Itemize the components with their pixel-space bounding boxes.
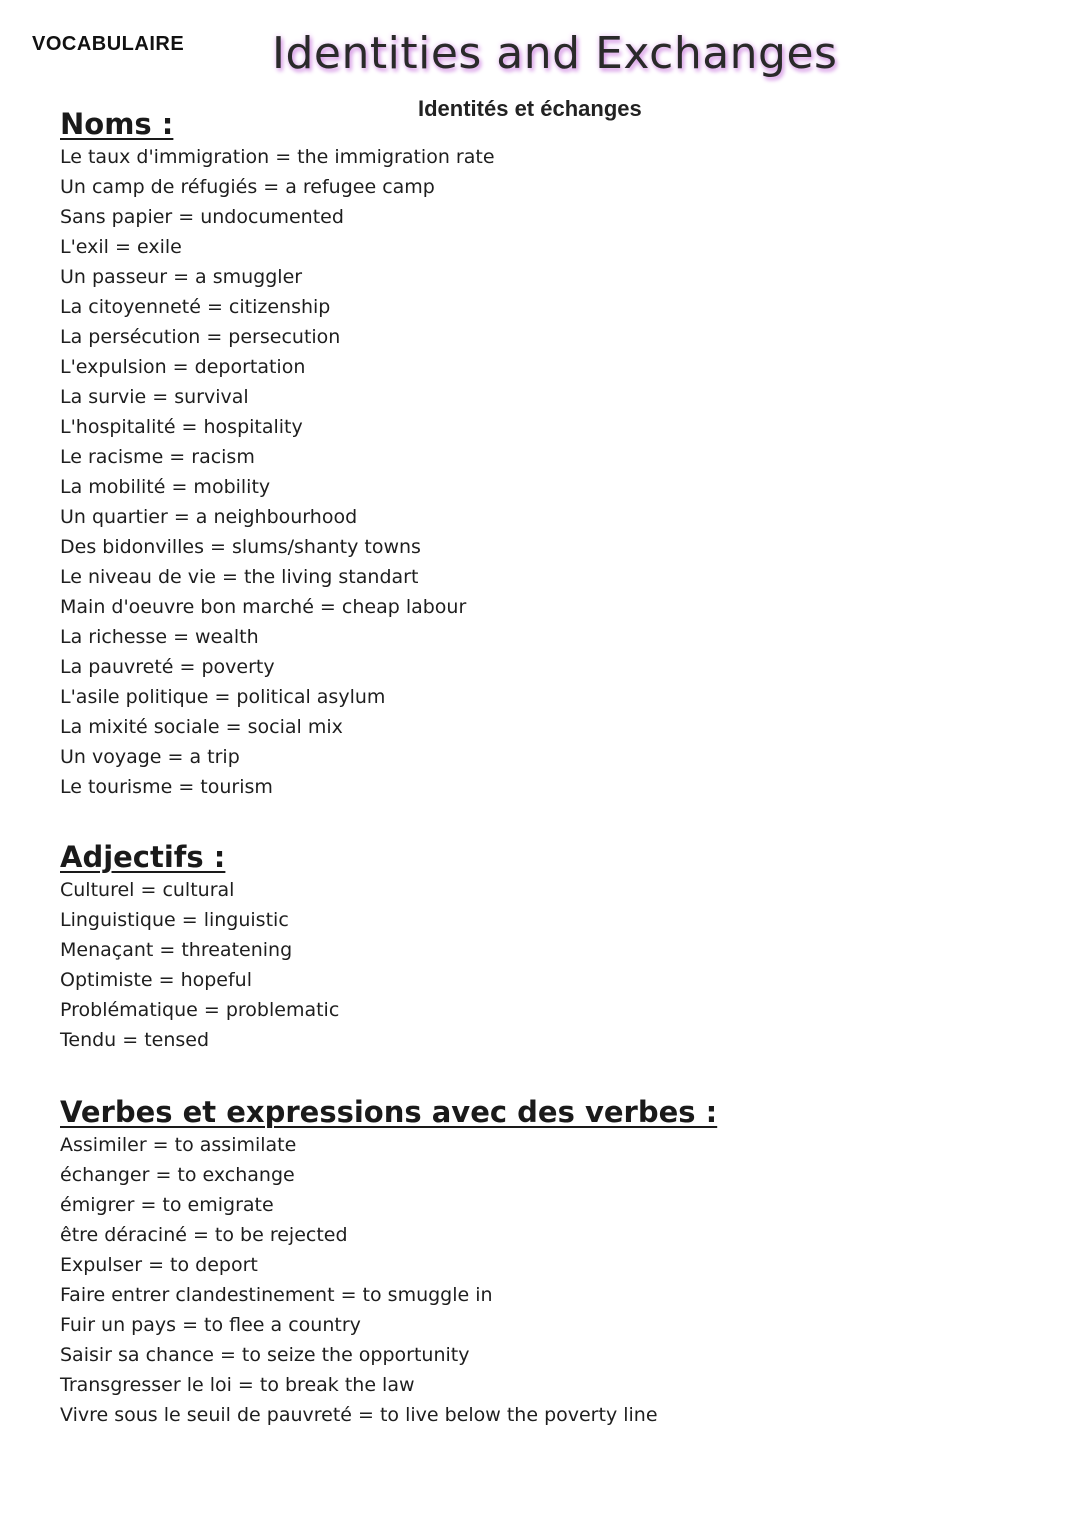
- page-subtitle: Identités et échanges: [418, 96, 642, 121]
- list-item: L'hospitalité = hospitality: [60, 416, 303, 438]
- section-heading-nouns: Noms :: [60, 107, 174, 141]
- list-item: Le niveau de vie = the living standart: [60, 566, 419, 588]
- list-item: Des bidonvilles = slums/shanty towns: [60, 536, 421, 558]
- list-item: La richesse = wealth: [60, 626, 259, 648]
- list-item: Le tourisme = tourism: [60, 776, 273, 798]
- section-nouns: [60, 106, 495, 802]
- section-verbs: [60, 1094, 717, 1430]
- page-title: Identities and Exchanges: [272, 28, 838, 79]
- list-item: Sans papier = undocumented: [60, 206, 344, 228]
- verbs-list: [60, 1130, 717, 1430]
- list-item: Problématique = problematic: [60, 999, 340, 1021]
- list-item: L'expulsion = deportation: [60, 356, 306, 378]
- list-item: Le racisme = racism: [60, 446, 255, 468]
- list-item: Menaçant = threatening: [60, 939, 293, 961]
- list-item: Un voyage = a trip: [60, 746, 240, 768]
- list-item: La survie = survival: [60, 386, 249, 408]
- list-item: Saisir sa chance = to seize the opportunity: [60, 1344, 470, 1366]
- list-item: émigrer = to emigrate: [60, 1194, 274, 1216]
- list-item: Faire entrer clandestinement = to smuggle in: [60, 1284, 493, 1306]
- list-item: Le taux d'immigration = the immigration rate: [60, 146, 495, 168]
- document-tag: VOCABULAIRE: [32, 33, 185, 55]
- list-item: échanger = to exchange: [60, 1164, 295, 1186]
- list-item: Main d'oeuvre bon marché = cheap labour: [60, 596, 467, 618]
- section-heading-adjectives: Adjectifs :: [60, 840, 226, 874]
- list-item: Transgresser le loi = to break the law: [60, 1374, 415, 1396]
- list-item: Fuir un pays = to flee a country: [60, 1314, 361, 1336]
- section-adjectives: [60, 839, 339, 1055]
- nouns-list: [60, 142, 495, 802]
- list-item: Un quartier = a neighbourhood: [60, 506, 358, 528]
- list-item: Un passeur = a smuggler: [60, 266, 303, 288]
- list-item: Optimiste = hopeful: [60, 969, 252, 991]
- list-item: L'exil = exile: [60, 236, 182, 258]
- list-item: être déraciné = to be rejected: [60, 1224, 348, 1246]
- adjectives-list: [60, 875, 339, 1055]
- list-item: Un camp de réfugiés = a refugee camp: [60, 176, 435, 198]
- list-item: La citoyenneté = citizenship: [60, 296, 331, 318]
- list-item: Assimiler = to assimilate: [60, 1134, 297, 1156]
- list-item: Vivre sous le seuil de pauvreté = to live below the poverty line: [60, 1404, 658, 1426]
- list-item: La pauvreté = poverty: [60, 656, 275, 678]
- list-item: Linguistique = linguistic: [60, 909, 289, 931]
- list-item: La mobilité = mobility: [60, 476, 271, 498]
- list-item: Expulser = to deport: [60, 1254, 258, 1276]
- list-item: Tendu = tensed: [60, 1029, 210, 1051]
- list-item: La mixité sociale = social mix: [60, 716, 343, 738]
- section-heading-verbs: Verbes et expressions avec des verbes :: [60, 1095, 718, 1129]
- list-item: L'asile politique = political asylum: [60, 686, 386, 708]
- list-item: Culturel = cultural: [60, 879, 235, 901]
- list-item: La persécution = persecution: [60, 326, 341, 348]
